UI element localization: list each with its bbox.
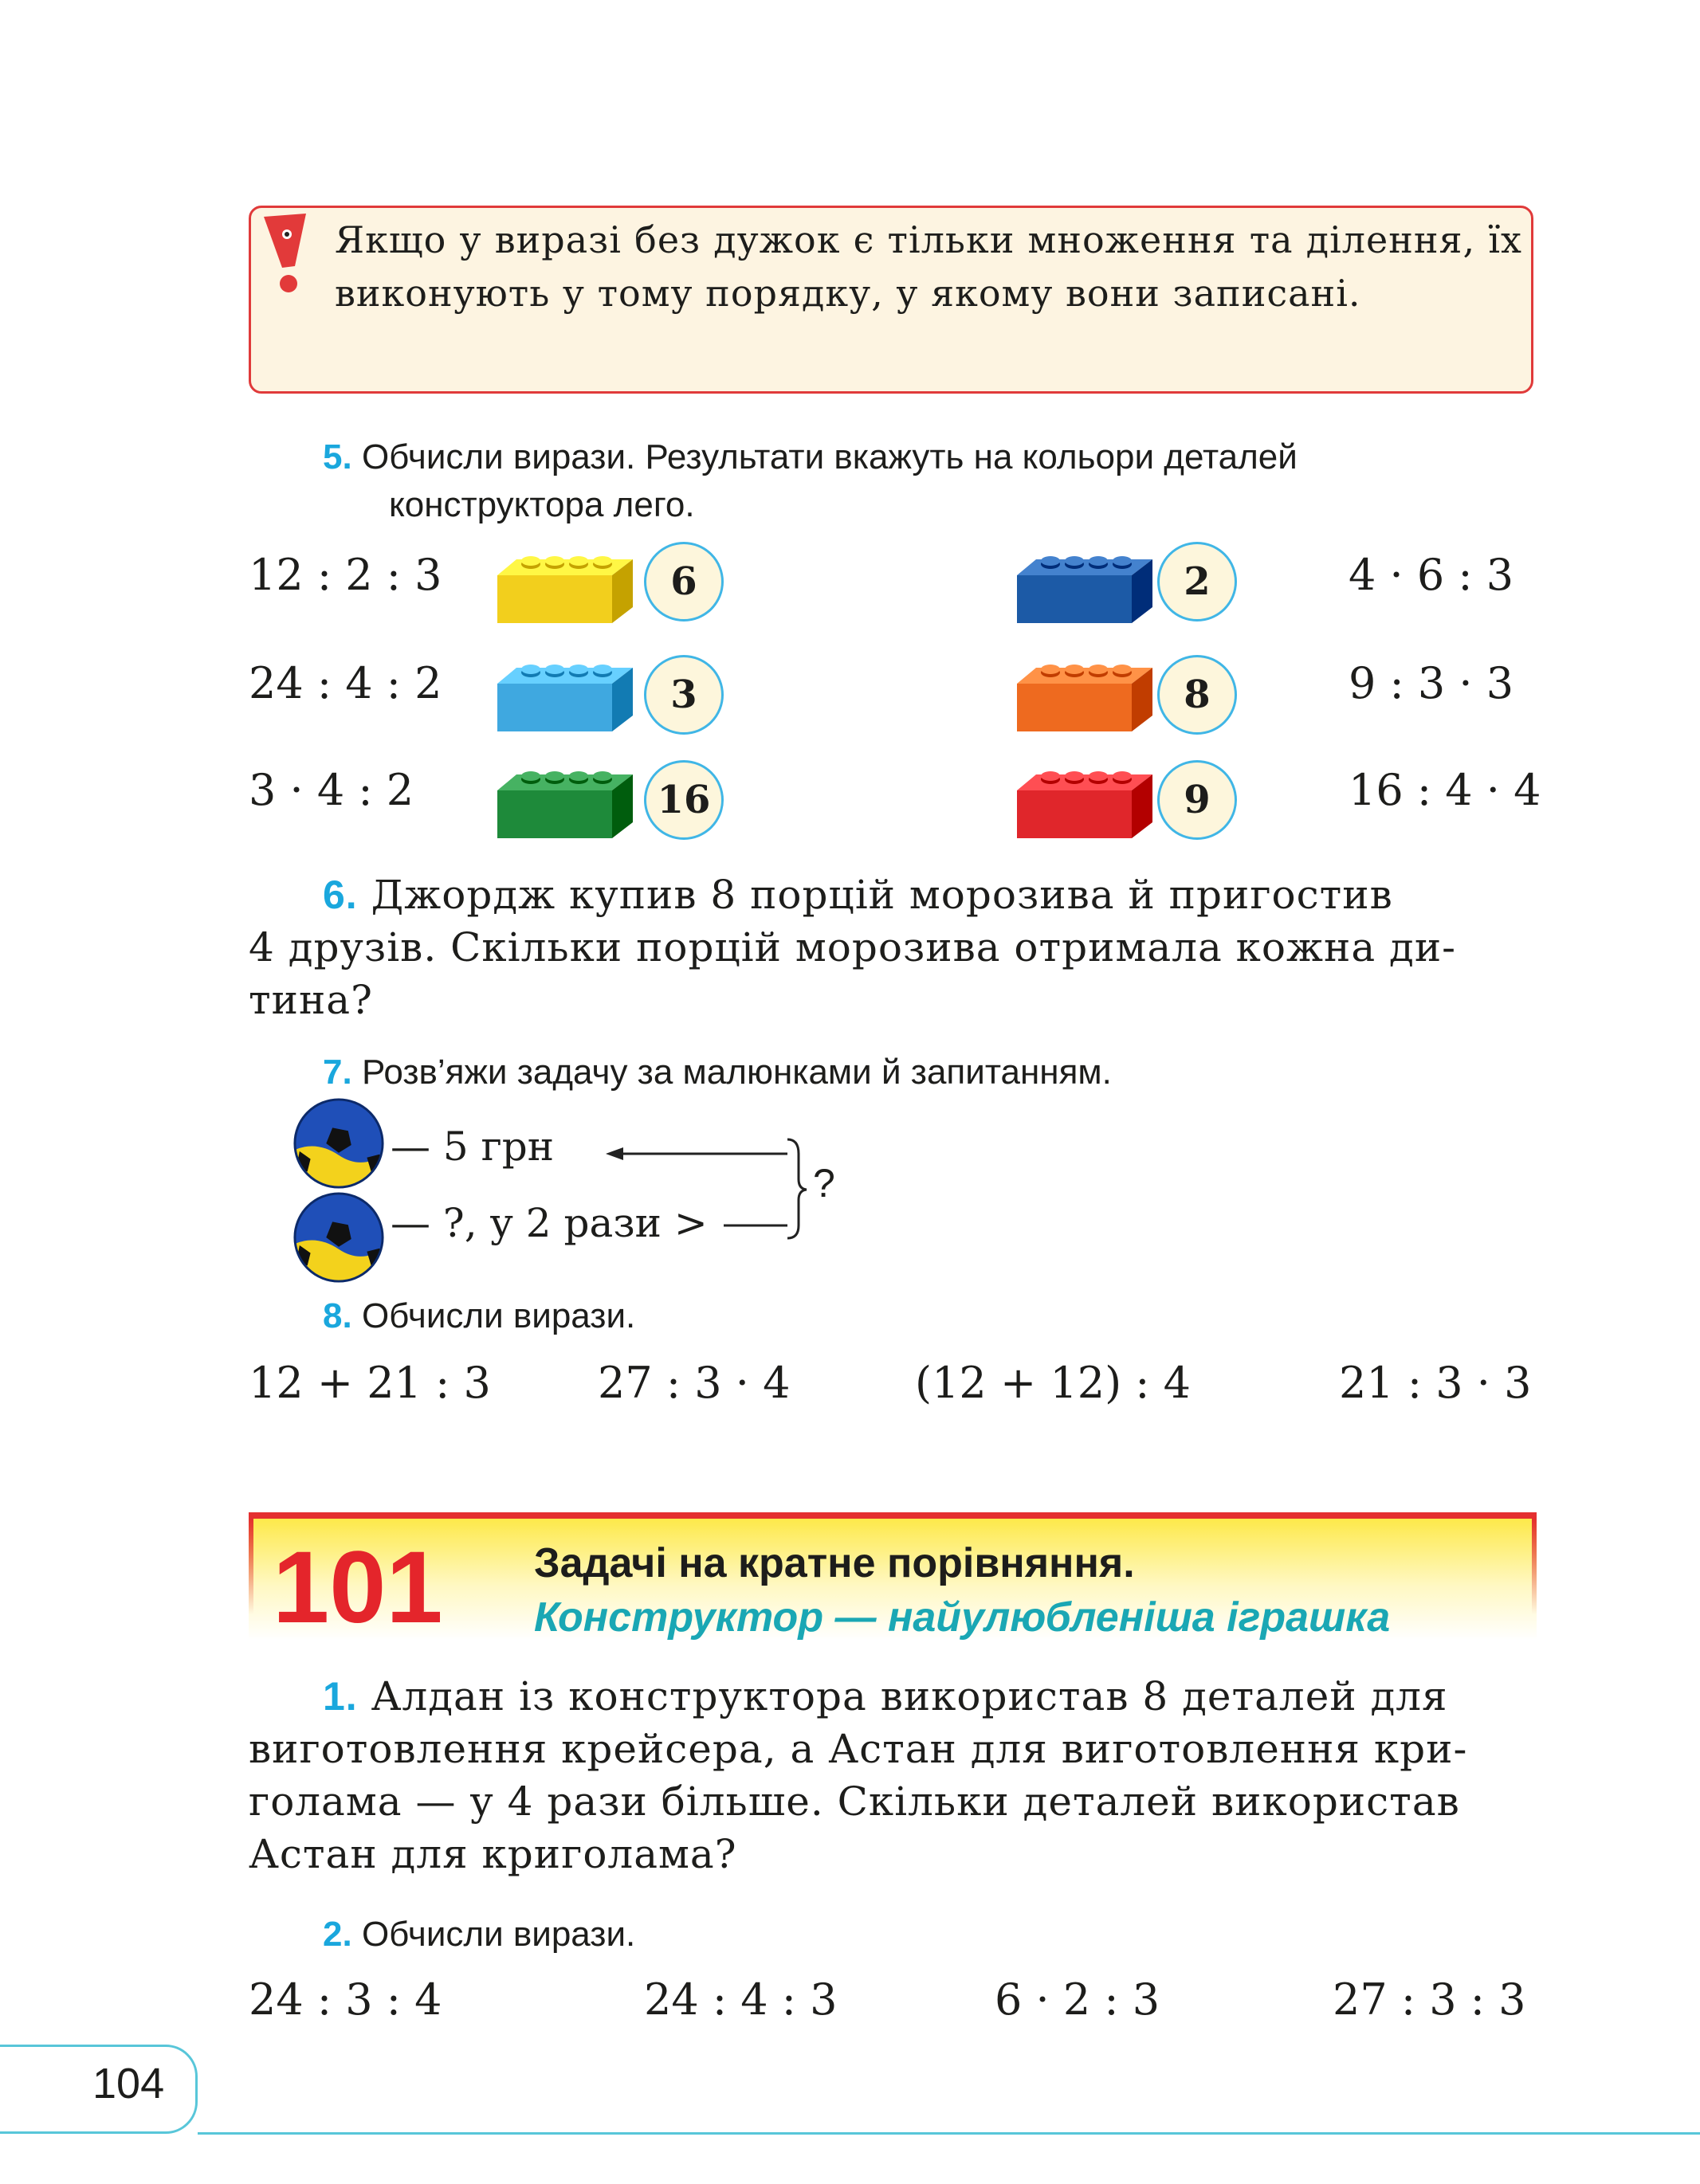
lesson-task2-expr-4: 27 : 3 : 3: [1333, 1974, 1526, 2025]
task5-number: 5.: [323, 437, 352, 476]
task5-expression: 9 : 3 · 3: [1349, 658, 1514, 708]
task8-expr-3: (12 + 12) : 4: [915, 1358, 1192, 1408]
task5-expression: 24 : 4 : 2: [249, 658, 442, 708]
task7-question: ?: [813, 1161, 835, 1206]
task8-expr-2: 27 : 3 · 4: [598, 1358, 791, 1408]
task8-text: Обчисли вирази.: [361, 1296, 636, 1335]
lesson-task2-text: Обчисли вирази.: [361, 1915, 636, 1954]
task5-expression: 12 : 2 : 3: [249, 550, 442, 600]
lego-brick-icon: [1012, 652, 1156, 739]
lego-brick-icon: [1012, 759, 1156, 846]
lego-brick-icon: [493, 543, 636, 631]
exclamation-icon: [260, 210, 316, 298]
answer-circle: 16: [644, 760, 724, 840]
answer-circle: 8: [1157, 655, 1237, 735]
answer-circle: 2: [1157, 542, 1237, 621]
task6-line3: тина?: [249, 977, 373, 1023]
lesson-task1-number: 1.: [323, 1674, 358, 1719]
lesson-title: Задачі на кратне порівняння.: [534, 1540, 1135, 1586]
answer-circle: 6: [644, 542, 724, 621]
lesson-task2-line: [323, 1911, 635, 1959]
lesson-task2-expr-2: 24 : 4 : 3: [644, 1974, 838, 2025]
page-number: 104: [92, 2060, 165, 2108]
task6: [249, 869, 1533, 1026]
rule-text: Якщо у виразі без дужок є тільки множення та ділення, їх виконують у тому порядку, у якому вони записані.: [335, 218, 1522, 315]
task8-expr-1: 12 + 21 : 3: [249, 1358, 491, 1408]
task7-number: 7.: [323, 1053, 352, 1092]
lesson-task1-line1: Алдан із конструктора використав 8 деталей для: [371, 1673, 1448, 1719]
task6-number: 6.: [323, 872, 358, 917]
answer-circle: 3: [644, 655, 724, 735]
task7-text: Розв’яжи задачу за малюнками й запитанням.: [361, 1053, 1112, 1092]
lego-brick-icon: [493, 759, 636, 846]
task6-line2: 4 друзів. Скільки порцій морозива отримала кожна ди-: [249, 924, 1457, 970]
lesson-subtitle: Конструктор — найулюбленіша іграшка: [534, 1594, 1391, 1641]
task7-row2-text: — ?, у 2 рази: [391, 1200, 662, 1246]
answer-circle: 9: [1157, 760, 1237, 840]
ball-icon: [292, 1190, 386, 1284]
task5-text-line1: Обчисли вирази. Результати вкажуть на кольори деталей: [361, 437, 1298, 476]
task5-expression: 16 : 4 · 4: [1349, 765, 1541, 815]
lesson-task2-expr-1: 24 : 3 : 4: [249, 1974, 442, 2025]
task7-line: [323, 1049, 1112, 1096]
lesson-task1-line4: Астан для криголама?: [249, 1831, 737, 1877]
task5-text-line2: конструктора лего.: [389, 485, 695, 524]
lesson-task2-number: 2.: [323, 1915, 352, 1954]
task8-line: [323, 1292, 635, 1340]
lesson-task1-line3: голама — у 4 рази більше. Скільки деталей використав: [249, 1778, 1460, 1825]
scheme-brace: [603, 1131, 810, 1251]
lesson-task1: [249, 1670, 1533, 1880]
lego-brick-icon: [493, 652, 636, 739]
lesson-task1-line2: виготовлення крейсера, а Астан для виготовлення кри-: [249, 1726, 1468, 1772]
task7-row2-sign: >: [673, 1200, 708, 1246]
task5-line1: [323, 433, 1298, 481]
lego-brick-icon: [1012, 543, 1156, 631]
bottom-rule: [198, 2132, 1700, 2135]
task8-expr-4: 21 : 3 · 3: [1339, 1358, 1532, 1408]
task5-expression: 3 · 4 : 2: [249, 765, 414, 815]
task6-line1: Джордж купив 8 порцій морозива й пригостив: [371, 872, 1393, 918]
ball-icon: [292, 1096, 386, 1190]
lesson-task2-expr-3: 6 · 2 : 3: [995, 1974, 1160, 2025]
task8-number: 8.: [323, 1296, 352, 1335]
task7-row1: — 5 грн: [391, 1123, 555, 1170]
task5-expression: 4 · 6 : 3: [1349, 550, 1514, 600]
lesson-number: 101: [273, 1531, 443, 1645]
